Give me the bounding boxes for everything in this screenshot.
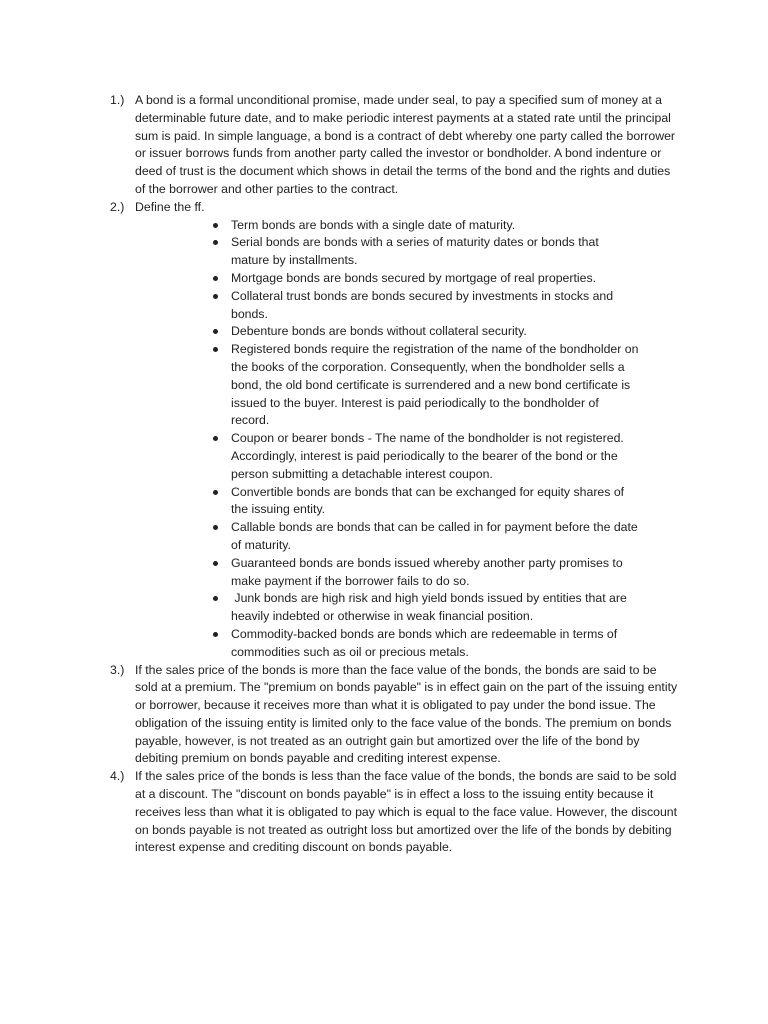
bullet-item <box>205 626 640 662</box>
item-number: 2.) <box>110 199 125 214</box>
bullet-icon <box>205 430 231 448</box>
bullet-text: Junk bonds are high risk and high yield bonds issued by entities that are heavily indebted or otherwise in weak financial position. <box>231 591 631 624</box>
bullet-text: Commodity-backed bonds are bonds which are redeemable in terms of commodities such as oil or precious metals. <box>231 626 618 659</box>
bullet-icon <box>205 288 231 306</box>
bullet-text: Debenture bonds are bonds without collateral security. <box>231 324 527 339</box>
bullet-text: Coupon or bearer bonds - The name of the bondholder is not registered. Accordingly, interest is paid periodically to the bearer of the bond or the person submitting a detachable interest coupon. <box>231 431 624 481</box>
bullet-icon <box>205 270 231 288</box>
bullet-item <box>205 590 640 626</box>
item-number: 4.) <box>110 769 125 784</box>
bullet-item <box>205 217 640 235</box>
item-text: If the sales price of the bonds is less than the face value of the bonds, the bonds are said to be sold at a discount. The "discount on bonds payable" is in effect a loss to the issuing entity because it receives less than what it is obligated to pay which is equal to the face value. However, the discount on bonds payable is not treated as outright loss but amortized over the life of the bonds by debiting interest expense and crediting discount on bonds payable. <box>135 769 678 855</box>
item-text: Define the ff. <box>135 199 205 214</box>
item-number: 3.) <box>110 662 125 677</box>
bullet-text: Registered bonds require the registration of the name of the bondholder on the books of the corporation. Consequently, when the bondholder sells a bond, the old bond certificate is surrendered and a new bond certificate is issued to the buyer. Interest is paid periodically to the bondholder of record. <box>231 342 639 428</box>
bullet-icon <box>205 519 231 537</box>
list-item-4 <box>110 768 680 857</box>
bullet-text: Serial bonds are bonds with a series of maturity dates or bonds that mature by installments. <box>231 235 599 268</box>
list-item-3 <box>110 662 680 769</box>
bullet-text: Callable bonds are bonds that can be called in for payment before the date of maturity. <box>231 520 638 552</box>
list-item-2 <box>110 199 680 217</box>
bullet-text: Mortgage bonds are bonds secured by mortgage of real properties. <box>231 270 597 285</box>
bullet-icon <box>205 590 231 608</box>
bullet-item <box>205 341 640 430</box>
bullet-icon <box>205 217 231 235</box>
item-text: If the sales price of the bonds is more than the face value of the bonds, the bonds are said to be sold at a premium. The "premium on bonds payable" is in effect gain on the part of the issuing entity or borrower, because it receives more than what it is obligated to pay under the bond issue. The obligation of the issuing entity is limited only to the face value of the bonds. The premium on bonds payable, however, is not treated as an outright gain but amortized over the life of the bond by debiting premium on bonds payable and crediting interest expense. <box>135 662 678 766</box>
bullet-icon <box>205 555 231 573</box>
list-item-1 <box>110 92 680 199</box>
bullet-item <box>205 519 640 555</box>
bullet-text: Convertible bonds are bonds that can be exchanged for equity shares of the issuing entity. <box>231 484 625 517</box>
numbered-list <box>110 92 680 857</box>
bullet-icon <box>205 234 231 252</box>
bullet-icon <box>205 323 231 341</box>
bullet-item <box>205 484 640 520</box>
bullet-text: Collateral trust bonds are bonds secured by investments in stocks and bonds. <box>231 288 614 321</box>
bullet-item <box>205 234 640 270</box>
item-text: A bond is a formal unconditional promise, made under seal, to pay a specified sum of money at a determinable future date, and to make periodic interest payments at a stated rate until the principal sum is paid. In simple language, a bond is a contract of debt whereby one party called the borrower or issuer borrows funds from another party called the investor or bondholder. A bond indenture or deed of trust is the document which shows in detail the terms of the bond and the rights and duties of the borrower and other parties to the contract. <box>135 93 676 196</box>
definitions-bullet-list <box>110 217 680 662</box>
bullet-item <box>205 288 640 324</box>
bullet-item <box>205 555 640 591</box>
bullet-item <box>205 270 640 288</box>
bullet-icon <box>205 484 231 502</box>
bullet-icon <box>205 341 231 359</box>
bullet-item <box>205 323 640 341</box>
bullet-text: Guaranteed bonds are bonds issued whereby another party promises to make payment if the borrower fails to do so. <box>231 555 623 588</box>
item-number: 1.) <box>110 93 125 107</box>
bullet-icon <box>205 626 231 644</box>
bullet-text: Term bonds are bonds with a single date of maturity. <box>231 217 516 232</box>
bullet-item <box>205 430 640 483</box>
